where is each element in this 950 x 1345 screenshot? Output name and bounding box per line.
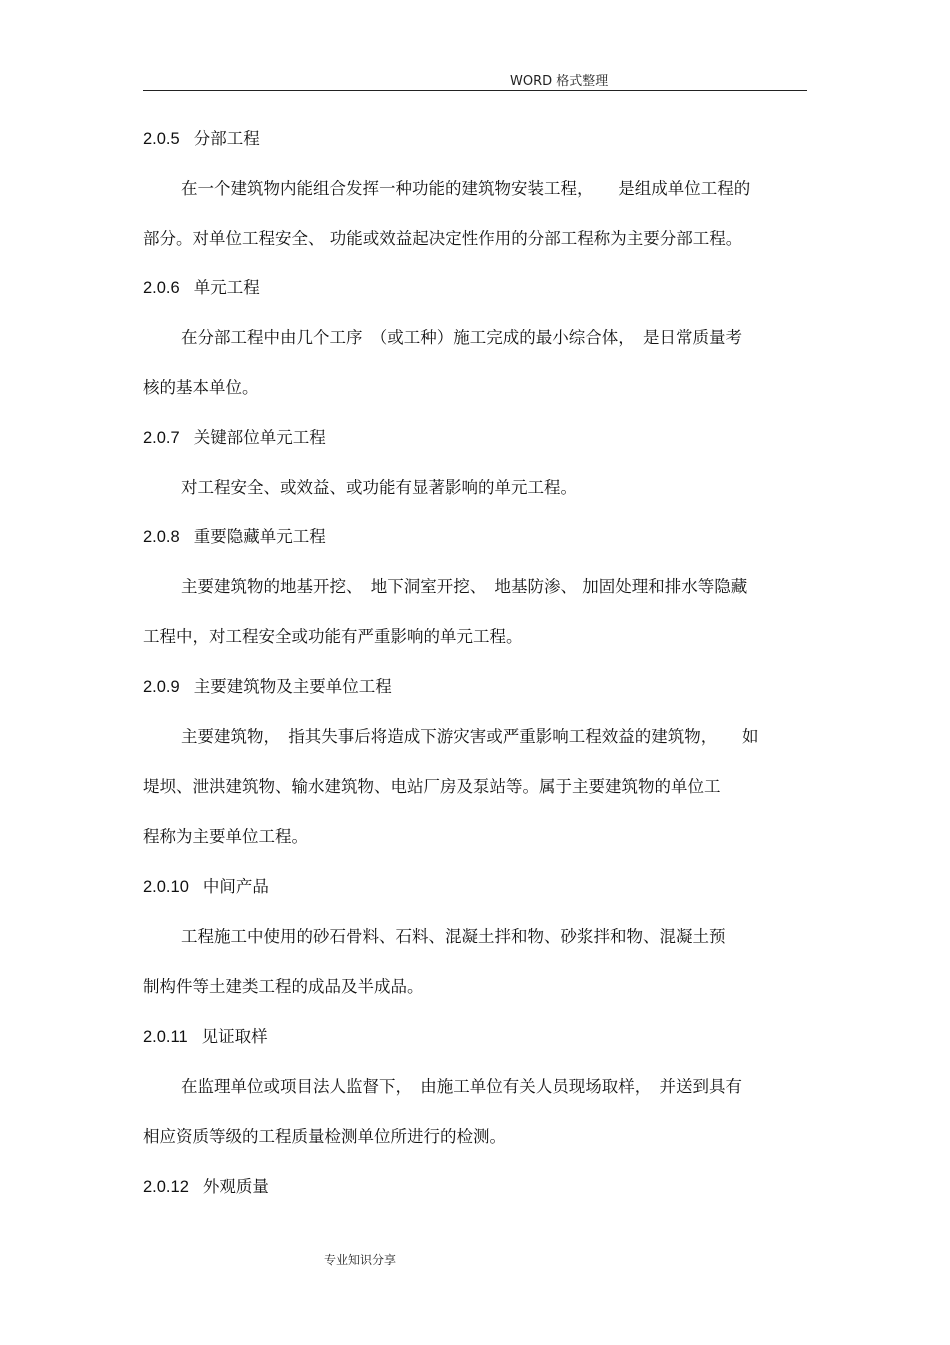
section-heading [143, 876, 269, 898]
paragraph-line: 工程中，对工程安全或功能有严重影响的单元工程。 [143, 627, 523, 646]
paragraph-line: 在一个建筑物内能组合发挥一种功能的建筑物安装工程， 是组成单位工程的 [181, 179, 751, 198]
section-heading [143, 427, 326, 449]
section-heading [143, 277, 260, 299]
section-title: 主要建筑物及主要单位工程 [193, 677, 392, 696]
paragraph-line: 部分。对单位工程安全、 功能或效益起决定性作用的分部工程称为主要分部工程。 [143, 229, 743, 248]
section-number: 2.0.10 [143, 878, 189, 896]
paragraph-line: 在分部工程中由几个工序 （或工种）施工完成的最小综合体， 是日常质量考 [181, 328, 742, 347]
paragraph-line: 在监理单位或项目法人监督下， 由施工单位有关人员现场取样， 并送到具有 [181, 1077, 742, 1096]
section-number: 2.0.8 [143, 528, 180, 546]
section-title: 外观质量 [202, 1177, 269, 1196]
section-title: 重要隐藏单元工程 [193, 527, 326, 546]
section-heading [143, 1176, 269, 1198]
paragraph-line: 对工程安全、或效益、或功能有显著影响的单元工程。 [181, 478, 577, 497]
paragraph-line: 主要建筑物， 指其失事后将造成下游灾害或严重影响工程效益的建筑物， 如 [181, 727, 759, 746]
section-title: 单元工程 [193, 278, 260, 297]
section-number: 2.0.12 [143, 1178, 189, 1196]
paragraph-line: 核的基本单位。 [143, 378, 259, 397]
section-heading [143, 676, 392, 698]
paragraph-line: 程称为主要单位工程。 [143, 827, 308, 846]
section-heading [143, 1026, 268, 1048]
section-number: 2.0.5 [143, 130, 180, 148]
section-title: 关键部位单元工程 [193, 428, 326, 447]
section-heading [143, 128, 260, 150]
section-number: 2.0.11 [143, 1028, 188, 1046]
paragraph-line: 堤坝、泄洪建筑物、输水建筑物、电站厂房及泵站等。属于主要建筑物的单位工 [143, 777, 721, 796]
section-number: 2.0.7 [143, 429, 180, 447]
section-title: 中间产品 [202, 877, 269, 896]
page-footer: 专业知识分享 [324, 1253, 397, 1267]
header-title: WORD 格式整理 [510, 74, 609, 89]
paragraph-line: 主要建筑物的地基开挖、 地下洞室开挖、 地基防渗、 加固处理和排水等隐藏 [181, 577, 748, 596]
page-header [143, 68, 807, 91]
paragraph-line: 相应资质等级的工程质量检测单位所进行的检测。 [143, 1127, 506, 1146]
paragraph-line: 工程施工中使用的砂石骨料、石料、混凝土拌和物、砂浆拌和物、混凝土预 [181, 927, 726, 946]
section-number: 2.0.6 [143, 279, 180, 297]
section-title: 分部工程 [193, 129, 260, 148]
paragraph-line: 制构件等土建类工程的成品及半成品。 [143, 977, 424, 996]
section-number: 2.0.9 [143, 678, 180, 696]
section-title: 见证取样 [201, 1027, 268, 1046]
section-heading [143, 526, 326, 548]
